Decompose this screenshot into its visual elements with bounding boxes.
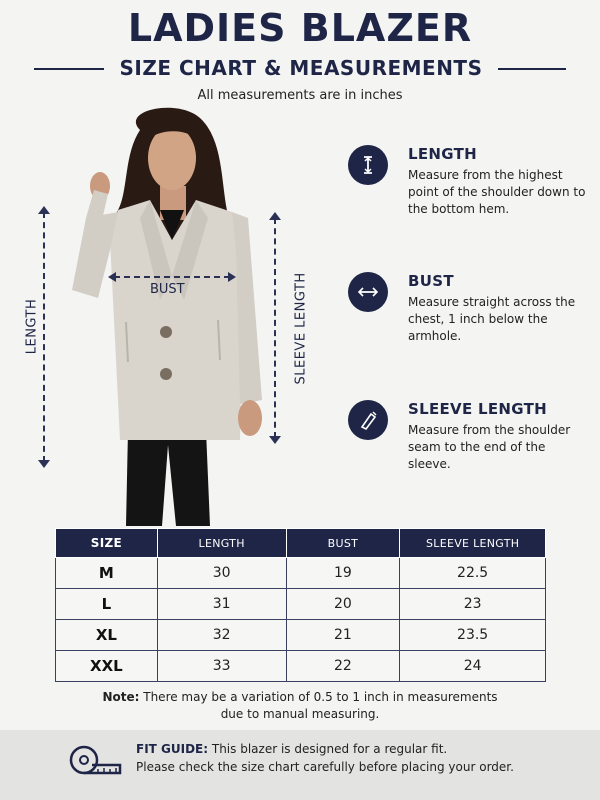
guide-sleeve [348, 400, 588, 490]
length-cell: 33 [157, 651, 286, 682]
fit-guide-text [136, 740, 514, 776]
guide-length [348, 145, 588, 245]
sleeve-length-label: SLEEVE LENGTH [293, 272, 309, 385]
subtitle-row [0, 56, 600, 82]
bust-arrow [108, 272, 236, 282]
table-row [56, 558, 546, 589]
vertical-length-icon [348, 145, 388, 185]
bust-cell: 20 [286, 589, 400, 620]
divider-right [498, 68, 566, 70]
length-cell: 32 [157, 620, 286, 651]
fit-guide-line-2: Please check the size chart carefully before placing your order. [136, 760, 514, 774]
header-bust: BUST [286, 529, 400, 558]
bust-cell: 19 [286, 558, 400, 589]
measuring-tape-icon [68, 742, 122, 782]
guide-sleeve-description: Measure from the shoulder seam to the end of the sleeve. [408, 423, 571, 471]
model-figure [0, 100, 330, 528]
units-note: All measurements are in inches [197, 88, 403, 103]
guide-bust-title: BUST [408, 272, 454, 290]
fit-guide-banner [0, 730, 600, 800]
fit-guide-label: FIT GUIDE: [136, 742, 209, 756]
sleeve-cell: 24 [400, 651, 546, 682]
fit-guide-line-1: This blazer is designed for a regular fit. [211, 742, 448, 756]
bust-label: BUST [150, 282, 185, 297]
length-cell: 30 [157, 558, 286, 589]
note-line-1: There may be a variation of 0.5 to 1 inch in measurements [143, 690, 498, 704]
sleeve-length-arrow [269, 212, 281, 444]
table-row [56, 651, 546, 682]
sleeve-measure-icon [348, 400, 388, 440]
page-title: LADIES BLAZER [127, 6, 473, 50]
bust-cell: 22 [286, 651, 400, 682]
table-row [56, 620, 546, 651]
sleeve-cell: 23 [400, 589, 546, 620]
guide-bust-description: Measure straight across the chest, 1 inch below the armhole. [408, 295, 576, 343]
page-subtitle: SIZE CHART & MEASUREMENTS [119, 56, 483, 80]
sleeve-cell: 23.5 [400, 620, 546, 651]
length-cell: 31 [157, 589, 286, 620]
guide-length-description: Measure from the highest point of the shoulder down to the bottom hem. [408, 168, 586, 216]
sleeve-cell: 22.5 [400, 558, 546, 589]
size-cell: M [56, 558, 158, 589]
measurement-note [0, 689, 600, 723]
length-arrow [38, 206, 50, 468]
note-line-2: due to manual measuring. [220, 707, 380, 721]
header-size: SIZE [56, 529, 158, 558]
size-chart-table [55, 528, 546, 682]
table-header-row [56, 529, 546, 558]
table-row [56, 589, 546, 620]
guide-bust [348, 272, 588, 372]
divider-left [34, 68, 104, 70]
bust-cell: 21 [286, 620, 400, 651]
horizontal-arrows-icon [348, 272, 388, 312]
size-cell: L [56, 589, 158, 620]
size-cell: XL [56, 620, 158, 651]
size-cell: XXL [56, 651, 158, 682]
guide-length-title: LENGTH [408, 145, 477, 163]
length-label: LENGTH [24, 298, 40, 355]
header-length: LENGTH [157, 529, 286, 558]
guide-sleeve-title: SLEEVE LENGTH [408, 400, 548, 418]
header-sleeve-length: SLEEVE LENGTH [400, 529, 546, 558]
note-label: Note: [102, 690, 140, 704]
